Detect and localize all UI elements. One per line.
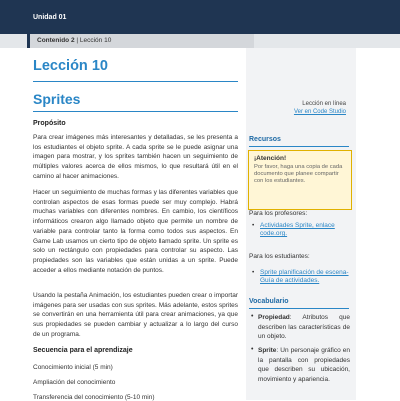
attention-title: ¡Atención!	[254, 155, 287, 162]
breadcrumb-lesson: Lección 10	[79, 37, 112, 44]
breadcrumb-text	[37, 37, 111, 44]
bullet: •	[252, 269, 255, 276]
vocabulary-heading: Vocabulario	[249, 298, 289, 305]
code-studio-link[interactable]: Ver en Code Studio	[293, 109, 346, 115]
title-divider	[33, 81, 238, 82]
online-lesson-label: Lección en línea	[302, 101, 346, 107]
purpose-paragraph-3: Usando la pestaña Animación, los estudiantes pueden crear o importar imágenes para ser usadas con sus sprites. Más adelante, estos sprites se convertirán en una herramienta útil para crear animaciones, ya que sus propiedades se pueden cambiar y actualizar a lo largo del curso de un programa.	[33, 292, 238, 338]
students-label: Para los estudiantes:	[249, 253, 310, 260]
vocab-item-sprite	[258, 346, 350, 384]
breadcrumb-content: Contenido 2	[37, 37, 75, 44]
students-resource-link[interactable]: Sprite planificación de escena- Guía de actividades.	[260, 269, 349, 284]
teachers-resource-link[interactable]: Actividades Sprite, enlace code.org.	[260, 222, 335, 237]
resources-heading: Recursos	[249, 136, 281, 143]
online-lesson	[246, 100, 346, 116]
purpose-paragraph-1: Para crear imágenes más interesantes y detalladas, se les presenta a los estudiantes el objeto sprite. A cada sprite se le puede asignar una imagen para mostrar, y los sprites también hacen un seguimiento de múltiples valores acerca de ellos mismos, lo que resultará útil en el camino al hacer animaciones.	[33, 134, 238, 180]
vocabulary-divider	[249, 308, 349, 309]
vocab-definition: : Atributos que describen las características de un objeto.	[258, 314, 350, 340]
unit-label: Unidad 01	[33, 14, 67, 21]
bullet: •	[251, 313, 254, 320]
breadcrumb-separator: |	[74, 37, 80, 44]
resources-divider	[249, 146, 349, 147]
subtitle-divider	[33, 111, 238, 112]
teachers-label: Para los profesores:	[249, 210, 308, 217]
sub-header-bar	[0, 34, 400, 48]
vocab-item-property	[258, 313, 350, 342]
attention-box	[248, 150, 352, 210]
page-subtitle: Sprites	[33, 91, 81, 107]
sequence-item: Transferencia del conocimiento (5-10 min)	[33, 394, 155, 401]
bullet: •	[252, 222, 255, 229]
vocab-term: Propiedad	[258, 314, 290, 321]
vocab-term: Sprite	[258, 347, 277, 354]
purpose-heading: Propósito	[33, 120, 66, 127]
sequence-heading: Secuencia para el aprendizaje	[33, 347, 133, 354]
breadcrumb	[27, 34, 254, 48]
attention-body: Por favor, haga una copia de cada documento que planee compartir con los estudiantes.	[254, 164, 343, 184]
sequence-item: Ampliación del conocimiento	[33, 379, 116, 386]
sequence-item: Conocimiento inicial (5 min)	[33, 364, 113, 371]
purpose-paragraph-2: Hacer un seguimiento de muchas formas y las diferentes variables que controlan aspectos de esas formas puede ser muy complejo. Habrá muchas variables con diferentes nombres. En cambio, los científicos informáticos crearon algo llamado objeto que permite un nombre de variable para controlar tanto la forma como todos sus aspectos. En Game Lab usamos un cierto tipo de objeto llamado sprite. Un sprite es solo un rectángulo con propiedades para controlar su aspecto. Las propiedades son las variables que están unidas a un sprite. Puede acceder a ellos mediante notación de puntos.	[33, 189, 238, 274]
bullet: •	[251, 346, 254, 353]
vocab-definition: : Un personaje gráfico en la pantalla con propiedades que describen su ubicación, movimiento y apariencia.	[258, 347, 350, 383]
top-header-bar	[0, 0, 400, 34]
page-title: Lección 10	[33, 58, 108, 74]
